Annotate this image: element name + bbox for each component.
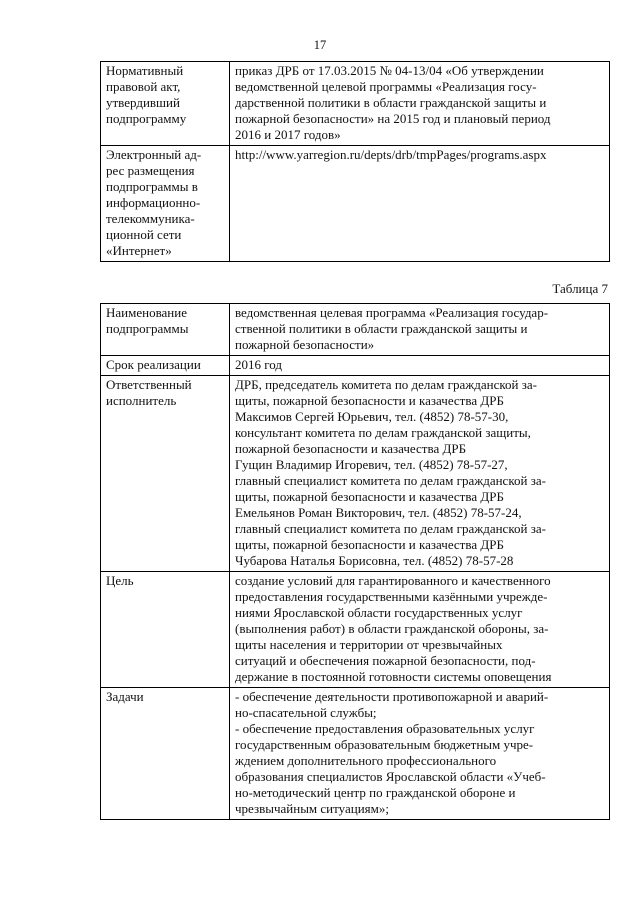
row-label-cell [101,376,230,572]
value-line: пожарной безопасности» [235,337,375,352]
row-label-cell [101,146,230,262]
value-line: ДРБ, председатель комитета по делам гражданской за- [235,377,537,392]
label-line: утвердивший [106,95,180,110]
label-line: информационно- [106,195,201,210]
row-value-cell [230,572,610,688]
value-line: но-методический центр по гражданской обороне и [235,785,516,800]
page-number: 17 [313,38,327,52]
label-line: правовой акт, [106,79,181,94]
value-line: ниями Ярославской области государственных услуг [235,605,523,620]
value-line: держание в постоянной готовности системы оповещения [235,669,552,684]
row-label-cell [101,688,230,820]
label-line: подпрограммы в [106,179,198,194]
label-line: Срок реализации [106,357,201,372]
value-line: но-спасательной службы; [235,705,377,720]
value-line: создание условий для гарантированного и качественного [235,573,551,588]
table-row [101,688,610,820]
label-line: ционной сети [106,227,182,242]
value-line: главный специалист комитета по делам гражданской за- [235,521,546,536]
table-row [101,62,610,146]
row-value-cell [230,304,610,356]
value-line: Емельянов Роман Викторович, тел. (4852) 78-57-24, [235,505,522,520]
program-info-table [100,61,610,262]
label-line: Цель [106,573,134,588]
label-line: Задачи [106,689,144,704]
value-line: 2016 и 2017 годов» [235,127,341,142]
row-value-cell [230,376,610,572]
value-line: - обеспечение деятельности противопожарной и аварий- [235,689,549,704]
row-label-cell [101,62,230,146]
value-line: чрезвычайным ситуациям»; [235,801,389,816]
row-value-cell [230,688,610,820]
value-line: Максимов Сергей Юрьевич, тел. (4852) 78-57-30, [235,409,509,424]
value-line: образования специалистов Ярославской области «Учеб- [235,769,546,784]
table-row [101,146,610,262]
value-line: главный специалист комитета по делам гражданской за- [235,473,546,488]
value-line: (выполнения работ) в области гражданской обороны, за- [235,621,549,636]
table-row [101,356,610,376]
value-line: пожарной безопасности» на 2015 год и плановый период [235,111,551,126]
value-line: ждением дополнительного профессионального [235,753,497,768]
value-line: 2016 год [235,357,282,372]
value-line: ведомственной целевой программы «Реализация госу- [235,79,537,94]
value-line: Чубарова Наталья Борисовна, тел. (4852) 78-57-28 [235,553,514,568]
label-line: «Интернет» [106,243,172,258]
label-line: Наименование [106,305,187,320]
row-label-cell [101,572,230,688]
label-line: исполнитель [106,393,177,408]
label-line: рес размещения [106,163,195,178]
value-line: предоставления государственными казёнными учрежде- [235,589,548,604]
row-value-cell [230,62,610,146]
value-line: государственным образовательным бюджетным учре- [235,737,534,752]
value-line: пожарной безопасности и казачества ДРБ [235,441,467,456]
value-line: http://www.yarregion.ru/depts/drb/tmpPages/programs.aspx [235,147,547,162]
table-body [101,304,610,820]
value-line: ственной политики в области гражданской защиты и [235,321,528,336]
row-label-cell [101,304,230,356]
value-line: ситуаций и обеспечения пожарной безопасности, под- [235,653,536,668]
value-line: ведомственная целевая программа «Реализация государ- [235,305,549,320]
label-line: Нормативный [106,63,184,78]
row-value-cell [230,356,610,376]
value-line: консультант комитета по делам гражданской защиты, [235,425,531,440]
value-line: щиты, пожарной безопасности и казачества ДРБ [235,393,504,408]
label-line: подпрограммы [106,321,189,336]
value-line: щиты, пожарной безопасности и казачества ДРБ [235,489,504,504]
table-caption: Таблица 7 [552,281,608,296]
value-line: щиты, пожарной безопасности и казачества ДРБ [235,537,504,552]
label-line: Электронный ад- [106,147,202,162]
value-line: щиты населения и территории от чрезвычайных [235,637,503,652]
subprogram-passport-table [100,303,610,820]
label-line: подпрограмму [106,111,187,126]
table-body [101,62,610,262]
value-line: приказ ДРБ от 17.03.2015 № 04-13/04 «Об утверждении [235,63,544,78]
value-line: - обеспечение предоставления образовательных услуг [235,721,535,736]
table-row [101,376,610,572]
table-row [101,572,610,688]
label-line: телекоммуника- [106,211,195,226]
value-line: Гущин Владимир Игоревич, тел. (4852) 78-57-27, [235,457,508,472]
value-line: дарственной политики в области гражданской защиты и [235,95,547,110]
label-line: Ответственный [106,377,192,392]
row-value-cell [230,146,610,262]
table-row [101,304,610,356]
row-label-cell [101,356,230,376]
